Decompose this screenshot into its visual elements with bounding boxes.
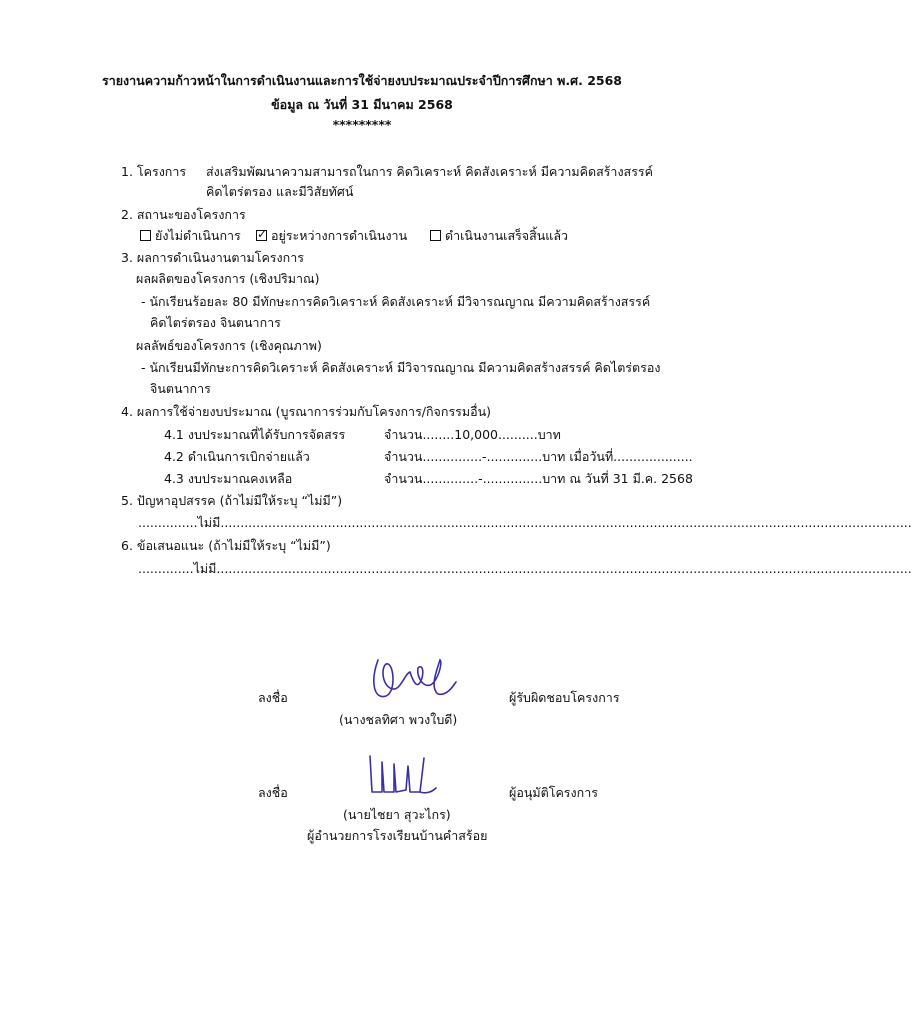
project-label: 1. โครงการ [121,164,187,179]
signer-position: ผู้อำนวยการโรงเรียนบ้านคำสร้อย [307,828,488,843]
status-option-not-started[interactable] [140,228,241,244]
budget-row-value: จำนวน..............-...............บาท ณ วันที่ 31 มี.ค. 2568 [384,471,693,486]
signer-name: (นางชลทิศา พวงใบดี) [339,712,458,727]
suggestions-answer: ..............ไม่มี............................................................................................................................................................................... [138,561,912,576]
budget-label: 4. ผลการใช้จ่ายงบประมาณ (บูรณาการร่วมกับโครงการ/กิจกรรมอื่น) [121,404,492,419]
sign-label: ลงชื่อ [258,690,288,705]
problems-answer: ...............ไม่มี.............................................................................................................................................................................. [138,515,912,530]
signer-role: ผู้รับผิดชอบโครงการ [509,690,620,705]
budget-row-label: 4.2 ดำเนินการเบิกจ่ายแล้ว [164,449,310,464]
checked-checkbox-icon[interactable] [256,230,267,241]
status-option-completed[interactable] [430,228,568,244]
status-option-label: อยู่ระหว่างการดำเนินงาน [271,228,408,243]
page-subtitle: ข้อมูล ณ วันที่ 31 มีนาคม 2568 [271,97,453,112]
status-option-in-progress[interactable] [256,228,407,244]
budget-row-value: จำนวน...............-..............บาท เมื่อวันที่.................... [384,449,693,464]
budget-row-value: จำนวน........10,000..........บาท [384,427,561,442]
signer-name: (นายไชยา สุวะไกร) [343,807,451,822]
status-option-label: ดำเนินงานเสร็จสิ้นแล้ว [445,228,569,243]
status-label: 2. สถานะของโครงการ [121,207,246,222]
problems-label: 5. ปัญหาอุปสรรค (ถ้าไม่มีให้ระบุ “ไม่มี”) [121,493,343,508]
results-label: 3. ผลการดำเนินงานตามโครงการ [121,250,304,265]
output-line1: - นักเรียนร้อยละ 80 มีทักษะการคิดวิเคราะห์ คิดสังเคราะห์ มีวิจารณญาณ มีความคิดสร้างสรรค์ [141,294,651,309]
budget-row-label: 4.3 งบประมาณคงเหลือ [164,471,293,486]
page-title: รายงานความก้าวหน้าในการดำเนินงานและการใช้จ่ายงบประมาณประจำปีการศึกษา พ.ศ. 2568 [101,73,622,88]
project-name-line2: คิดไตร่ตรอง และมีวิสัยทัศน์ [206,184,354,199]
signer-role: ผู้อนุมัติโครงการ [509,785,598,800]
checkbox-icon[interactable] [430,230,441,241]
signature-image [360,652,460,708]
outcome-label: ผลลัพธ์ของโครงการ (เชิงคุณภาพ) [136,338,322,353]
suggestions-label: 6. ข้อเสนอแนะ (ถ้าไม่มีให้ระบุ “ไม่มี”) [121,538,331,553]
outcome-line2: จินตนาการ [150,381,211,396]
status-option-label: ยังไม่ดำเนินการ [155,228,241,243]
output-label: ผลผลิตของโครงการ (เชิงปริมาณ) [136,271,320,286]
budget-row-label: 4.1 งบประมาณที่ได้รับการจัดสรร [164,427,346,442]
signature-image [360,752,440,798]
checkbox-icon[interactable] [140,230,151,241]
outcome-line1: - นักเรียนมีทักษะการคิดวิเคราะห์ คิดสังเคราะห์ มีวิจารณญาณ มีความคิดสร้างสรรค์ คิดไตร่ตรอง [141,360,661,375]
sign-label: ลงชื่อ [258,785,288,800]
title-separator: ********* [332,117,392,132]
project-name-line1: ส่งเสริมพัฒนาความสามารถในการ คิดวิเคราะห์ คิดสังเคราะห์ มีความคิดสร้างสรรค์ [206,164,653,179]
output-line2: คิดไตร่ตรอง จินตนาการ [150,315,281,330]
